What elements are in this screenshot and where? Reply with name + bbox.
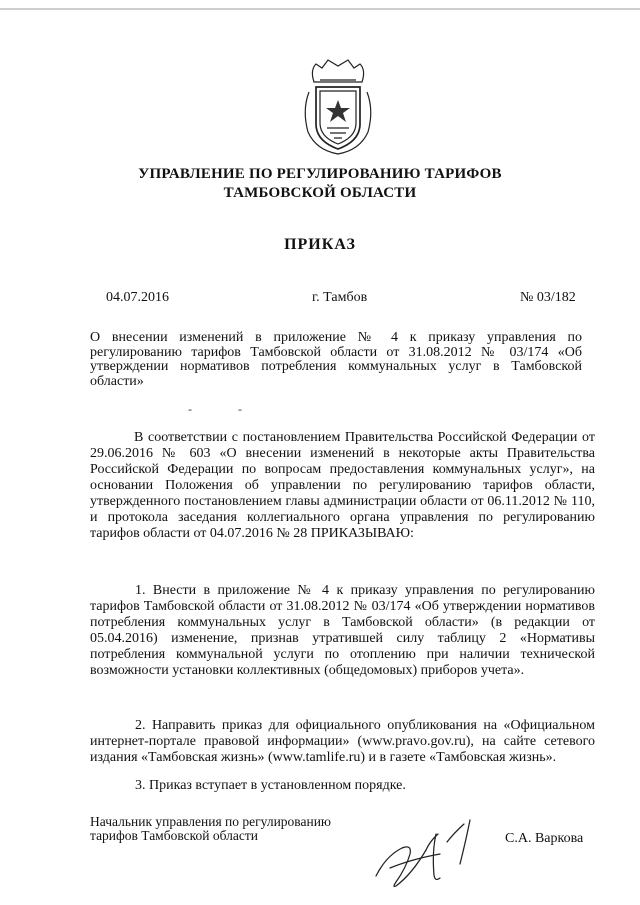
handwritten-signature-icon <box>368 812 492 898</box>
organization-title-line-2: ТАМБОВСКОЙ ОБЛАСТИ <box>223 185 417 201</box>
scan-edge-line <box>0 8 640 10</box>
document-title: ПРИКАЗ <box>284 236 356 253</box>
margin-mark: - <box>188 402 192 416</box>
document-number: № 03/182 <box>520 290 576 305</box>
signatory-position-line-2: тарифов Тамбовской области <box>90 828 258 843</box>
signatory-position <box>90 815 331 843</box>
tambov-coat-of-arms-icon <box>296 52 380 156</box>
document-date: 04.07.2016 <box>106 290 169 305</box>
order-item-1: 1. Внести в приложение № 4 к приказу управления по регулированию тарифов Тамбовской области от 31.08.2012 № 03/174 «Об утверждении нормативов потребления коммунальных услуг в Тамбовской области» (в редакции от 05.04.2016) изменение, признав утратившей силу таблицу 2 «Нормативы потребления коммунальной услуги по отоплению при наличии технической возможности установки коллективных (общедомовых) приборов учета». <box>90 583 595 678</box>
order-item-3: 3. Приказ вступает в установленном порядке. <box>135 778 406 793</box>
document-city: г. Тамбов <box>312 290 368 305</box>
order-item-2: 2. Направить приказ для официального опубликования на «Официальном интернет-портале правовой информации» (www.pravo.gov.ru), на сайте сетевого издания «Тамбовская жизнь» (www.tamlife.ru) и в газете «Тамбовская жизнь». <box>90 718 595 765</box>
document-subject: О внесении изменений в приложение № 4 к приказу управления по регулированию тарифов Тамбовской области от 31.08.2012 № 03/174 «Об утверждении нормативов потребления коммунальных услуг в Тамбовской области» <box>90 330 582 389</box>
organization-title-line-1: УПРАВЛЕНИЕ ПО РЕГУЛИРОВАНИЮ ТАРИФОВ <box>138 166 502 182</box>
signatory-position-line-1: Начальник управления по регулированию <box>90 814 332 829</box>
margin-mark: - <box>238 402 242 416</box>
basis-paragraph: В соответствии с постановлением Правительства Российской Федерации от 29.06.2016 № 603 «О внесении изменений в некоторые акты Правительства Российской Федерации по вопросам предоставления коммунальных услуг», на основании Положения об управлении по регулированию тарифов области, утвержденного постановлением главы администрации области от 06.11.2012 № 110, и протокола заседания коллегиального органа управления по регулированию тарифов области от 04.07.2016 № 28 ПРИКАЗЫВАЮ: <box>90 430 595 541</box>
signatory-name: С.А. Варкова <box>505 831 584 846</box>
